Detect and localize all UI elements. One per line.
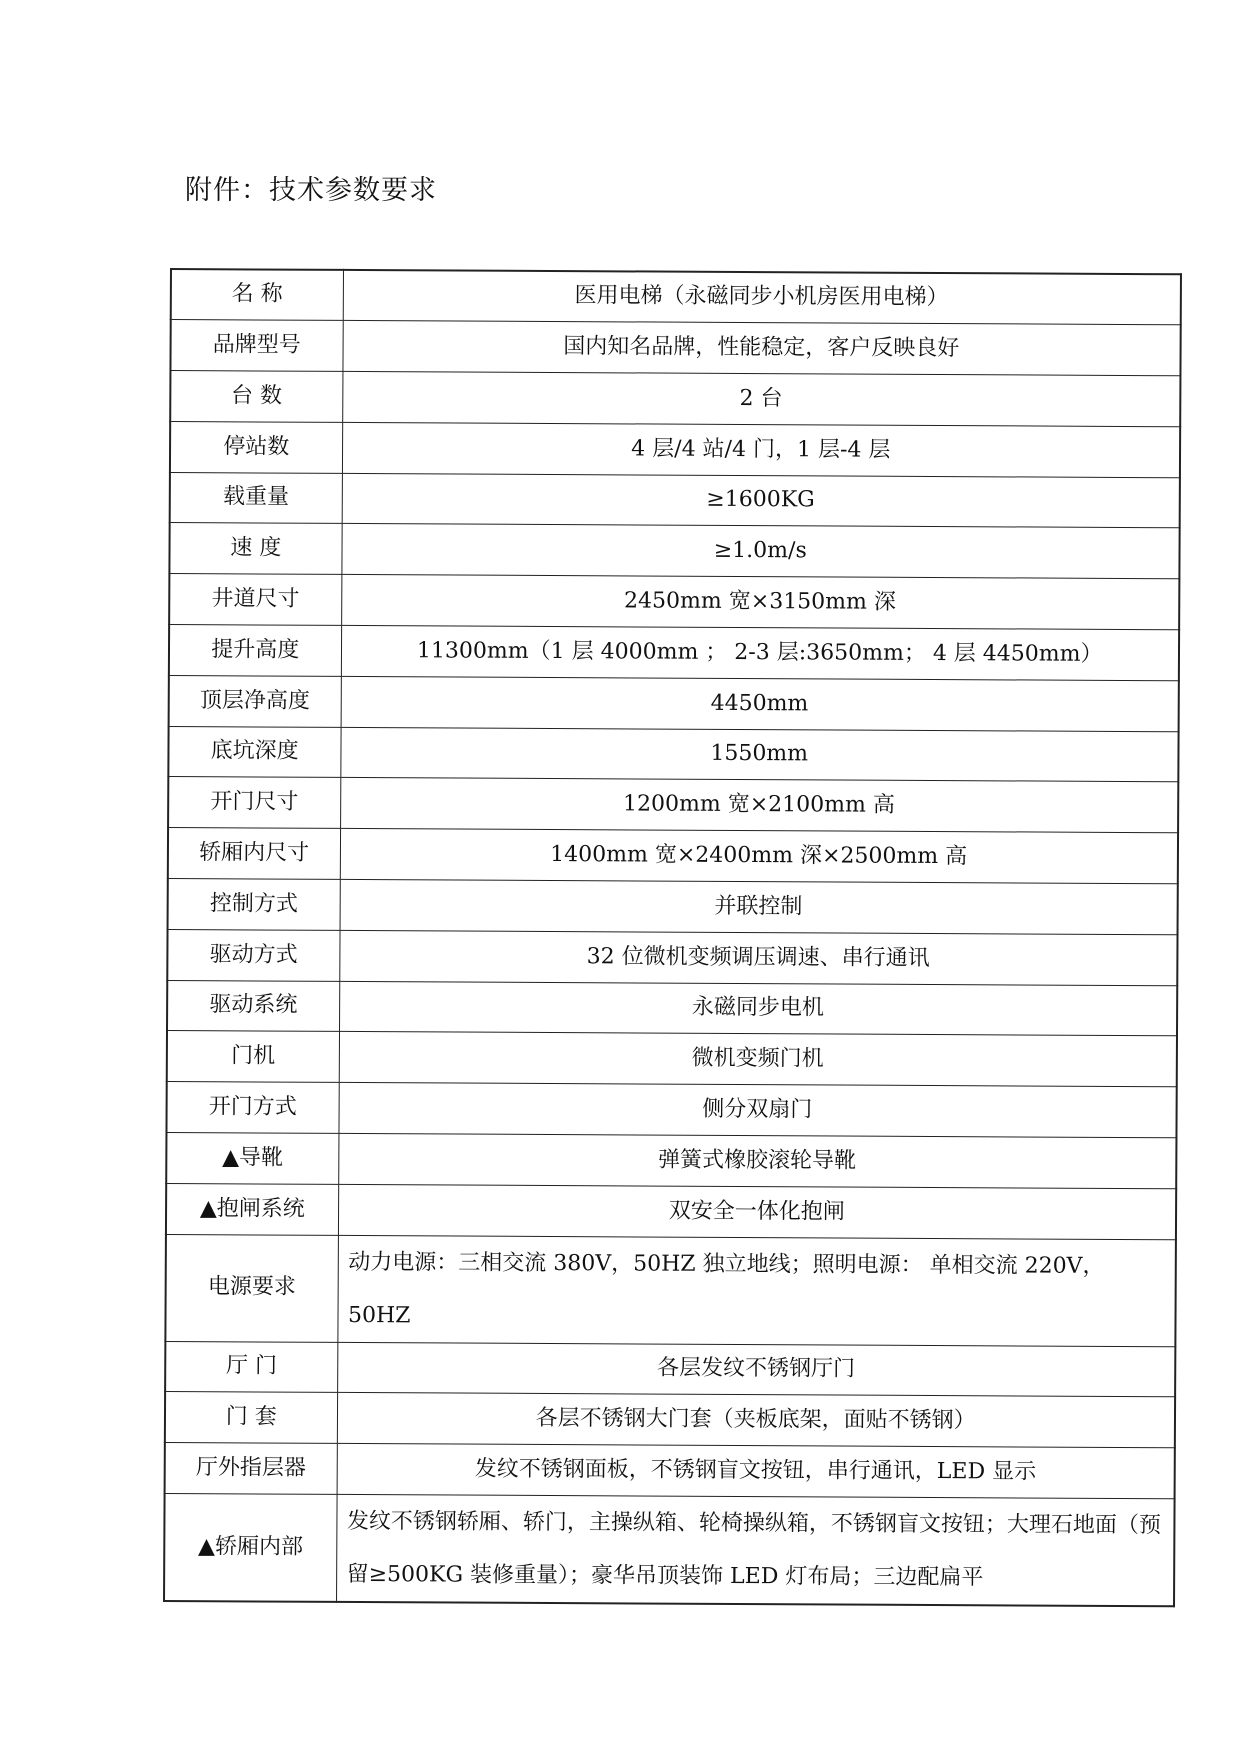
- table-row: [168, 777, 1178, 833]
- row-value: 国内知名品牌，性能稳定，客户反映良好: [342, 321, 1180, 376]
- row-label: ▲导靴: [166, 1133, 338, 1185]
- row-label: 厅 门: [165, 1341, 337, 1393]
- table-row: [171, 269, 1181, 325]
- table-row: [170, 320, 1180, 376]
- table-row: [166, 1082, 1176, 1138]
- row-value: 发纹不锈钢轿厢、轿门，主操纵箱、轮椅操纵箱，不锈钢盲文按钮；大理石地面（预留≥500KG 装修重量）；豪华吊顶装饰 LED 灯布局；三边配扁平: [336, 1494, 1175, 1606]
- table-row: [169, 523, 1179, 579]
- spec-table: [163, 268, 1182, 1607]
- row-value: 医用电梯（永磁同步小机房医用电梯）: [343, 270, 1181, 325]
- row-label: 名 称: [171, 269, 343, 321]
- row-value: 各层不锈钢大门套（夹板底架，面贴不锈钢）: [337, 1393, 1175, 1448]
- row-label: 开门尺寸: [168, 777, 340, 829]
- table-row: [165, 1234, 1176, 1346]
- row-label: ▲抱闸系统: [166, 1183, 338, 1235]
- row-value: 发纹不锈钢面板，不锈钢盲文按钮，串行通讯，LED 显示: [337, 1444, 1175, 1499]
- table-row: [168, 879, 1178, 935]
- row-label: 顶层净高度: [169, 675, 341, 727]
- row-value: 1550mm: [340, 727, 1178, 782]
- table-row: [168, 828, 1178, 884]
- table-row: [168, 726, 1178, 782]
- row-value: 1200mm 宽×2100mm 高: [340, 778, 1178, 833]
- row-value: 4450mm: [341, 676, 1179, 731]
- row-value: 动力电源：三相交流 380V，50HZ 独立地线；照明电源： 单相交流 220V，50HZ: [337, 1235, 1176, 1346]
- row-label: ▲轿厢内部: [164, 1494, 337, 1602]
- row-value: 双安全一体化抱闸: [338, 1184, 1176, 1239]
- row-label: 底坑深度: [168, 726, 340, 778]
- row-label: 门机: [167, 1031, 339, 1083]
- row-label: 品牌型号: [170, 320, 342, 372]
- row-value: ≥1600KG: [342, 473, 1180, 528]
- table-row: [169, 574, 1179, 630]
- table-row: [165, 1341, 1175, 1397]
- row-value: 各层发纹不锈钢厅门: [337, 1342, 1175, 1397]
- table-row: [169, 675, 1179, 731]
- row-label: 井道尺寸: [169, 574, 341, 626]
- row-label: 开门方式: [166, 1082, 338, 1134]
- table-row: [167, 980, 1177, 1036]
- row-label: 停站数: [170, 421, 342, 473]
- row-label: 载重量: [170, 472, 342, 524]
- table-row: [170, 472, 1180, 528]
- table-row: [166, 1183, 1176, 1239]
- row-value: 弹簧式橡胶滚轮导靴: [338, 1133, 1176, 1188]
- row-value: 微机变频门机: [339, 1032, 1177, 1087]
- row-label: 提升高度: [169, 625, 341, 677]
- row-value: 永磁同步电机: [339, 981, 1177, 1036]
- row-value: 2450mm 宽×3150mm 深: [341, 575, 1179, 630]
- table-row: [167, 1031, 1177, 1087]
- row-label: 驱动系统: [167, 980, 339, 1032]
- row-label: 台 数: [170, 371, 342, 423]
- row-label: 厅外指层器: [165, 1443, 337, 1495]
- table-row: [164, 1494, 1175, 1607]
- row-label: 电源要求: [165, 1234, 338, 1342]
- table-row: [167, 929, 1177, 985]
- table-row: [165, 1443, 1175, 1499]
- row-label: 门 套: [165, 1392, 337, 1444]
- row-value: 侧分双扇门: [338, 1083, 1176, 1138]
- table-row: [170, 371, 1180, 427]
- row-value: ≥1.0m/s: [341, 524, 1179, 579]
- table-row: [169, 625, 1179, 681]
- table-row: [170, 421, 1180, 477]
- page-title: 附件：技术参数要求: [185, 175, 437, 206]
- row-value: 32 位微机变频调压调速、串行通讯: [339, 930, 1177, 985]
- row-value: 1400mm 宽×2400mm 深×2500mm 高: [340, 829, 1178, 884]
- row-label: 速 度: [169, 523, 341, 575]
- row-label: 轿厢内尺寸: [168, 828, 340, 880]
- row-value: 11300mm（1 层 4000mm ； 2-3 层:3650mm； 4 层 4450mm）: [341, 625, 1179, 680]
- table-row: [166, 1133, 1176, 1189]
- row-value: 4 层/4 站/4 门，1 层-4 层: [342, 422, 1180, 477]
- row-label: 驱动方式: [167, 929, 339, 981]
- table-row: [165, 1392, 1175, 1448]
- row-value: 2 台: [342, 371, 1180, 426]
- row-value: 并联控制: [340, 879, 1178, 934]
- row-label: 控制方式: [168, 879, 340, 931]
